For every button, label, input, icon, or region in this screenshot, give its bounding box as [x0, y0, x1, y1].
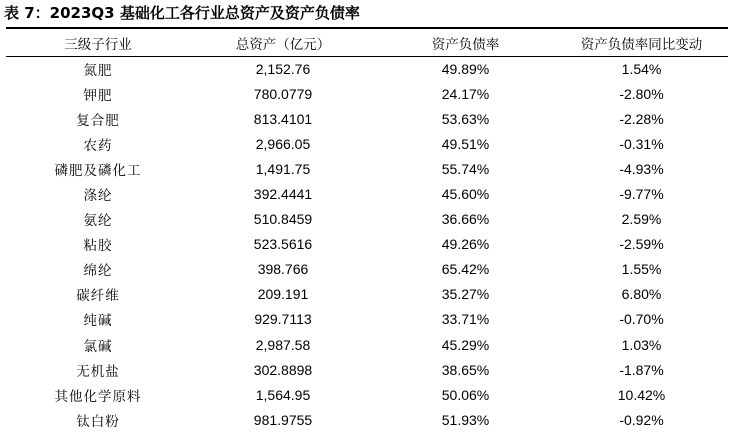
cell-debt-ratio-yoy: 10.42%	[617, 386, 666, 403]
cell-total-assets: 2,152.76	[255, 60, 311, 77]
cell-debt-ratio: 51.93%	[441, 411, 490, 428]
table-row	[6, 232, 728, 257]
cell-total-assets: 392.4441	[253, 186, 313, 203]
cell-sub-industry: 粘胶	[83, 238, 113, 255]
cell-total-assets: 929.7113	[254, 311, 312, 328]
cell-total-assets: 1,491.75	[255, 160, 311, 177]
cell-debt-ratio-yoy: -9.77%	[619, 186, 664, 203]
cell-debt-ratio: 35.27%	[441, 286, 490, 303]
cell-sub-industry: 纯碱	[83, 313, 113, 330]
table-body	[6, 56, 728, 432]
cell-total-assets: 523.5616	[253, 236, 313, 253]
cell-sub-industry: 钾肥	[83, 87, 113, 104]
cell-debt-ratio: 55.74%	[441, 160, 490, 177]
cell-sub-industry: 无机盐	[76, 363, 120, 380]
table-row	[6, 181, 728, 206]
cell-sub-industry: 钛白粉	[76, 413, 120, 430]
cell-debt-ratio-yoy: -1.87%	[619, 361, 664, 378]
cell-sub-industry: 氮肥	[83, 62, 113, 79]
cell-sub-industry: 涤纶	[83, 188, 113, 205]
cell-sub-industry: 磷肥及磷化工	[54, 162, 142, 179]
cell-debt-ratio: 49.26%	[441, 236, 490, 253]
table-row	[6, 56, 728, 81]
cell-debt-ratio-yoy: 2.59%	[621, 211, 662, 228]
table-row	[6, 207, 728, 232]
asset-liability-table	[6, 30, 728, 432]
cell-debt-ratio: 24.17%	[441, 85, 490, 102]
cell-sub-industry: 氯碱	[83, 338, 113, 355]
cell-debt-ratio-yoy: 1.03%	[621, 336, 662, 353]
table-row	[6, 131, 728, 156]
cell-debt-ratio: 36.66%	[441, 211, 490, 228]
cell-total-assets: 780.0779	[253, 85, 313, 102]
table-row	[6, 257, 728, 282]
cell-debt-ratio-yoy: -0.31%	[619, 135, 664, 152]
cell-sub-industry: 氨纶	[83, 213, 113, 230]
cell-total-assets: 2,987.58	[255, 336, 311, 353]
cell-debt-ratio: 50.06%	[441, 386, 490, 403]
header-debt-ratio-yoy: 资产负债率同比变动	[580, 37, 703, 53]
cell-total-assets: 1,564.95	[255, 386, 311, 403]
cell-debt-ratio: 45.60%	[441, 186, 490, 203]
table-row	[6, 307, 728, 332]
cell-sub-industry: 绵纶	[83, 263, 113, 280]
cell-total-assets: 813.4101	[253, 110, 313, 127]
cell-total-assets: 981.9755	[253, 411, 313, 428]
cell-debt-ratio-yoy: -0.70%	[619, 311, 664, 328]
header-total-assets: 总资产（亿元）	[235, 37, 331, 53]
cell-sub-industry: 其他化学原料	[54, 388, 142, 405]
cell-debt-ratio-yoy: -2.80%	[619, 85, 664, 102]
cell-debt-ratio: 33.71%	[441, 311, 490, 328]
cell-sub-industry: 碳纤维	[76, 288, 120, 305]
cell-debt-ratio-yoy: -2.28%	[619, 110, 664, 127]
table-title: 表 7：2023Q3 基础化工各行业总资产及资产负债率	[4, 4, 360, 22]
table-row	[6, 156, 728, 181]
table-top-rule	[6, 27, 728, 29]
cell-debt-ratio: 45.29%	[441, 336, 490, 353]
cell-total-assets: 398.766	[257, 261, 309, 278]
cell-debt-ratio: 49.89%	[441, 60, 490, 77]
cell-debt-ratio-yoy: -2.59%	[619, 236, 664, 253]
cell-debt-ratio: 38.65%	[441, 361, 490, 378]
table-row	[6, 407, 728, 432]
cell-total-assets: 2,966.05	[255, 135, 311, 152]
cell-sub-industry: 农药	[83, 137, 113, 154]
table-header-row	[6, 30, 728, 56]
table-row	[6, 357, 728, 382]
table-row	[6, 282, 728, 307]
cell-debt-ratio-yoy: 6.80%	[621, 286, 662, 303]
header-debt-ratio: 资产负债率	[431, 37, 500, 53]
cell-debt-ratio: 65.42%	[441, 261, 490, 278]
cell-debt-ratio-yoy: 1.55%	[621, 261, 662, 278]
table-row	[6, 106, 728, 131]
cell-debt-ratio: 49.51%	[441, 135, 490, 152]
table-row	[6, 81, 728, 106]
cell-debt-ratio-yoy: -0.92%	[619, 411, 664, 428]
table-row	[6, 382, 728, 407]
header-sub-industry: 三级子行业	[64, 37, 132, 53]
cell-sub-industry: 复合肥	[76, 112, 120, 129]
table-row	[6, 332, 728, 357]
cell-total-assets: 302.8898	[253, 361, 313, 378]
cell-debt-ratio-yoy: -4.93%	[619, 160, 664, 177]
cell-debt-ratio-yoy: 1.54%	[621, 60, 662, 77]
cell-total-assets: 510.8459	[253, 211, 313, 228]
cell-total-assets: 209.191	[257, 286, 309, 303]
cell-debt-ratio: 53.63%	[441, 110, 490, 127]
